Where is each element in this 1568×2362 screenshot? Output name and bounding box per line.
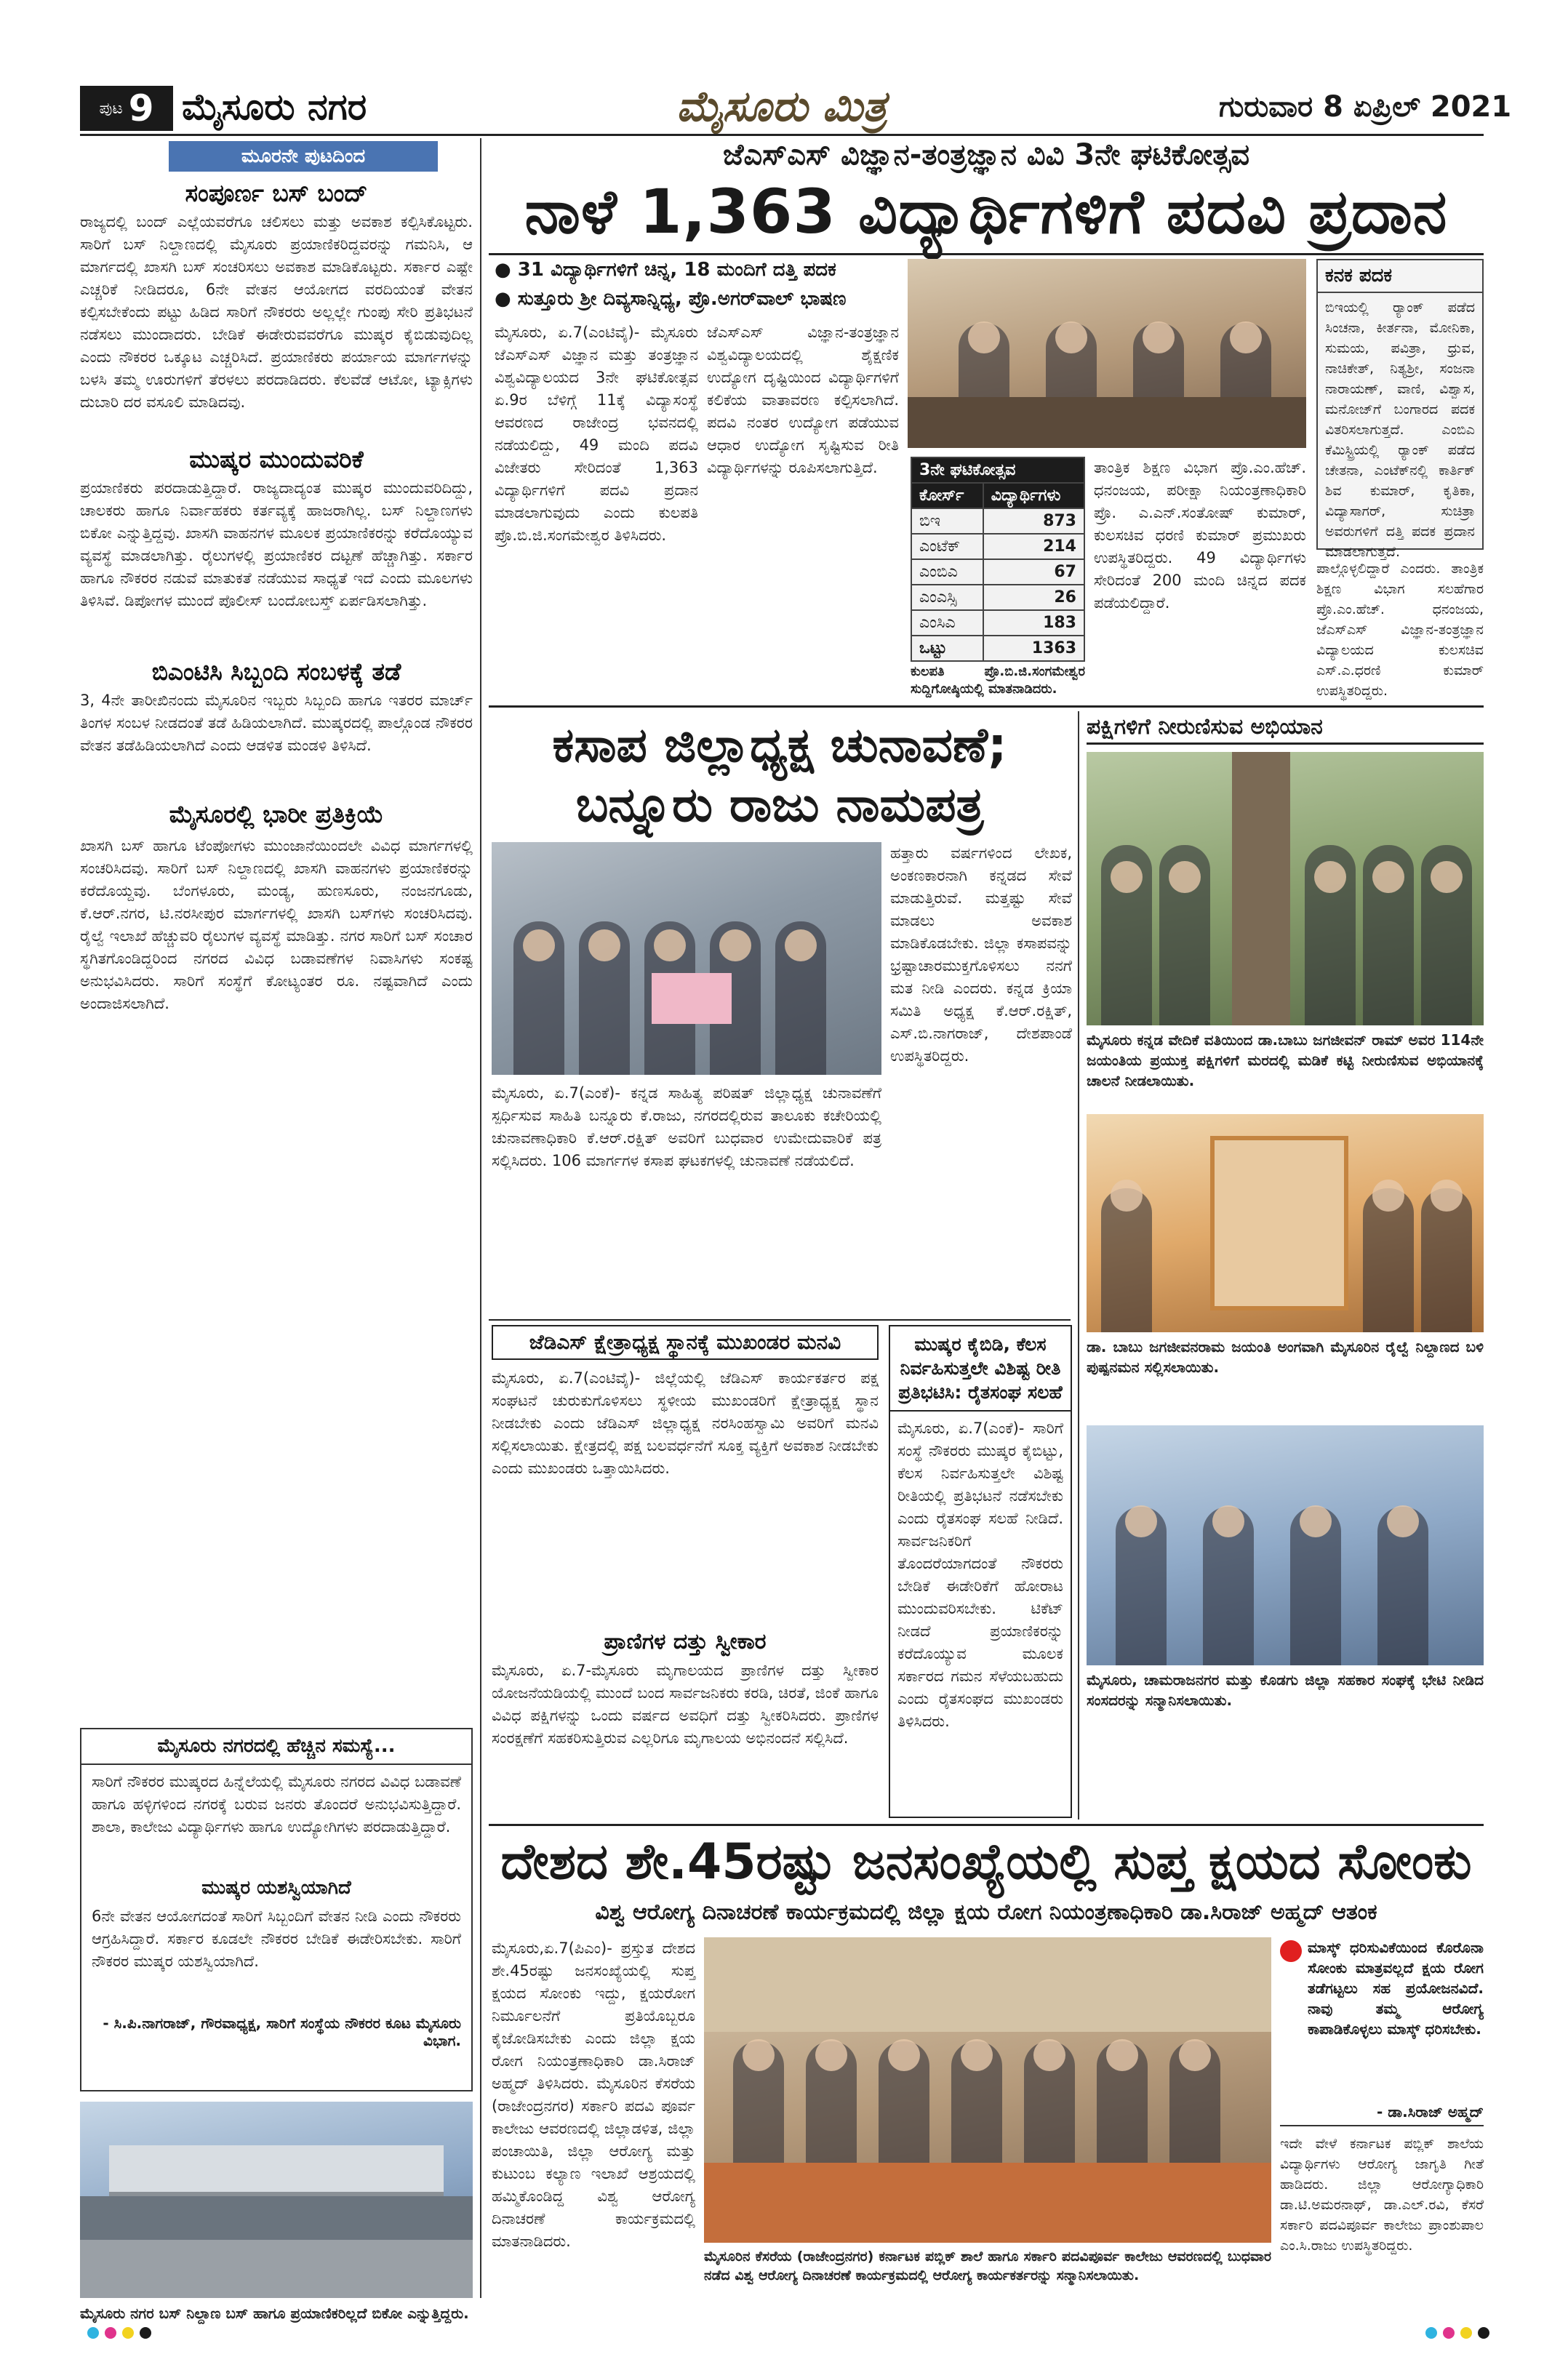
mysuru-response-heading: ಮೈಸೂರಲ್ಲಿ ಭಾರೀ ಪ್ರತಿಕ್ರಿಯೆ <box>169 800 384 828</box>
letter-heading: ಮೈಸೂರು ನಗರದಲ್ಲಿ ಹೆಚ್ಚಿನ ಸಮಸ್ಯೆ... <box>81 1729 471 1765</box>
table-title: 3ನೇ ಘಟಿಕೋತ್ಸವ <box>911 457 1084 483</box>
page-number: 9 <box>128 87 154 129</box>
letter-body: ಸಾರಿಗೆ ನೌಕರರ ಮುಷ್ಕರದ ಹಿನ್ನೆಲೆಯಲ್ಲಿ ಮೈಸೂರು ನಗರದ ವಿವಿಧ ಬಡಾವಣೆ ಹಾಗೂ ಹಳ್ಳಿಗಳಿಂದ ನಗರಕ್ಕೆ ಬರುವ ಜನರು ತೊಂದರೆ ಅನುಭವಿಸುತ್ತಿದ್ದಾರೆ. ಶಾಲಾ, ಕಾಲೇಜು ವಿದ್ಯಾರ್ಥಿಗಳು ಹಾಗೂ ಉದ್ಯೋಗಿಗಳು ಪರದಾಡುತ್ತಿದ್ದಾರೆ. <box>92 1773 461 1835</box>
jayanthi-photo <box>1087 1114 1484 1332</box>
table-row: ಎಂಬಿಎ 67 <box>911 559 1084 585</box>
page-label: ಪುಟ <box>99 99 123 118</box>
tb-body-1: ಮೈಸೂರು,ಏ.7(ಪಿಎಂ)- ಪ್ರಸ್ತುತ ದೇಶದ ಶೇ.45ರಷ್ಟು ಜನಸಂಖ್ಯೆಯಲ್ಲಿ ಸುಪ್ತ ಕ್ಷಯದ ಸೋಂಕು ಇದ್ದು, ಕ್ಷಯರೋಗ ನಿರ್ಮೂಲನೆಗೆ ಪ್ರತಿಯೊಬ್ಬರೂ ಕೈಜೋಡಿಸಬೇಕು ಎಂದು ಜಿಲ್ಲಾ ಕ್ಷಯ ರೋಗ ನಿಯಂತ್ರಣಾಧಿಕಾರಿ ಡಾ.ಸಿರಾಜ್ ಅಹ್ಮದ್ ತಿಳಿಸಿದರು. ಮೈಸೂರಿನ ಕೆಸರೆಯ (ರಾಜೇಂದ್ರನಗರ) ಸರ್ಕಾರಿ ಪದವಿ ಪೂರ್ವ ಕಾಲೇಜು ಆವರಣದಲ್ಲಿ ಜಿಲ್ಲಾಡಳಿತ, ಜಿಲ್ಲಾ ಪಂಚಾಯಿತಿ, ಜಿಲ್ಲಾ ಆರೋಗ್ಯ ಮತ್ತು ಕುಟುಂಬ ಕಲ್ಯಾಣ ಇಲಾಖೆ ಆಶ್ರಯದಲ್ಲಿ ಹಮ್ಮಿಕೊಂಡಿದ್ದ ವಿಶ್ವ ಆರೋಗ್ಯ ದಿನಾಚರಣೆ ಕಾರ್ಯಕ್ರಮದಲ್ಲಿ ಮಾತನಾಡಿದರು. <box>492 1939 695 2250</box>
tb-body-5: ಇದೇ ವೇಳೆ ಕರ್ನಾಟಕ ಪಬ್ಲಿಕ್ ಶಾಲೆಯ ವಿದ್ಯಾರ್ಥಿಗಳು ಆರೋಗ್ಯ ಜಾಗೃತಿ ಗೀತೆ ಹಾಡಿದರು. ಜಿಲ್ಲಾ ಆರೋಗ್ಯಾಧಿಕಾರಿ ಡಾ.ಟಿ.ಅಮರನಾಥ್, ಡಾ.ಎಲ್.ರವಿ, ಕೆಸರೆ ಸರ್ಕಾರಿ ಪದವಿಪೂರ್ವ ಕಾಲೇಜು ಪ್ರಾಂಶುಪಾಲ ಎಂ.ಸಿ.ರಾಜು ಉಪಸ್ಥಿತರಿದ್ದರು. <box>1280 2136 1484 2254</box>
zoo-adoption-body: ಮೈಸೂರು, ಏ.7-ಮೈಸೂರು ಮೃಗಾಲಯದ ಪ್ರಾಣಿಗಳ ದತ್ತು ಸ್ವೀಕಾರ ಯೋಜನೆಯಡಿಯಲ್ಲಿ ಮುಂದೆ ಬಂದ ಸಾರ್ವಜನಿಕರು ಕರಡಿ, ಚಿರತೆ, ಜಿಂಕೆ ಹಾಗೂ ವಿವಿಧ ಪಕ್ಷಿಗಳನ್ನು ಒಂದು ವರ್ಷದ ಅವಧಿಗೆ ದತ್ತು ಸ್ವೀಕರಿಸಿದರು. ಪ್ರಾಣಿಗಳ ಸಂರಕ್ಷಣೆಗೆ ಸಹಕರಿಸುತ್ತಿರುವ ಎಲ್ಲರಿಗೂ ಮೃಗಾಲಯ ಅಭಿನಂದನೆ ಸಲ್ಲಿಸಿದೆ. <box>492 1662 879 1747</box>
table-row: ಎಂಟೆಕ್ 214 <box>911 534 1084 559</box>
mask-quote: ಮಾಸ್ಕ್ ಧರಿಸುವಿಕೆಯಿಂದ ಕೊರೊನಾ ಸೋಂಕು ಮಾತ್ರವಲ್ಲದೆ ಕ್ಷಯ ರೋಗ ತಡೆಗಟ್ಟಲು ಸಹ ಪ್ರಯೋಜನವಿದೆ. ನಾವು ತಮ್ಮ ಆರೋಗ್ಯ ಕಾಪಾಡಿಕೊಳ್ಳಲು ಮಾಸ್ಕ್ ಧರಿಸಬೇಕು. <box>1308 1939 1484 2038</box>
jds-body: ಮೈಸೂರು, ಏ.7(ಎಂಟಿವೈ)- ಜಿಲ್ಲೆಯಲ್ಲಿ ಜೆಡಿಎಸ್ ಕಾರ್ಯಕರ್ತರ ಪಕ್ಷ ಸಂಘಟನೆ ಚುರುಕುಗೊಳಿಸಲು ಸ್ಥಳೀಯ ಮುಖಂಡರಿಗೆ ಕ್ಷೇತ್ರಾಧ್ಯಕ್ಷ ಸ್ಥಾನ ನೀಡಬೇಕು ಎಂದು ಜೆಡಿಎಸ್ ಜಿಲ್ಲಾಧ್ಯಕ್ಷ ನರಸಿಂಹಸ್ವಾಮಿ ಅವರಿಗೆ ಮನವಿ ಸಲ್ಲಿಸಲಾಯಿತು. ಕ್ಷೇತ್ರದಲ್ಲಿ ಪಕ್ಷ ಬಲವರ್ಧನೆಗೆ ಸೂಕ್ತ ವ್ಯಕ್ತಿಗೆ ಅವಕಾಶ ನೀಡಬೇಕು ಎಂದು ಮುಖಂಡರು ಒತ್ತಾಯಿಸಿದರು. <box>492 1369 879 1477</box>
farmers-advice-heading: ಮುಷ್ಕರ ಕೈಬಿಡಿ, ಕೆಲಸ ನಿರ್ವಹಿಸುತ್ತಲೇ ವಿಶಿಷ್ಟ ರೀತಿ ಪ್ರತಿಭಟಿಸಿ: ರೈತಸಂಘ ಸಲಹೆ <box>890 1326 1071 1412</box>
convocation-body-4: ಪಾಲ್ಗೊಳ್ಳಲಿದ್ದಾರೆ ಎಂದರು. ತಾಂತ್ರಿಕ ಶಿಕ್ಷಣ ವಿಭಾಗ ಸಲಹೆಗಾರ ಪ್ರೊ.ಎಂ.ಹೆಚ್. ಧನಂಜಯ, ಜೆಎಸ್‌ಎಸ್ ವಿಜ್ಞಾನ-ತಂತ್ರಜ್ಞಾನ ವಿದ್ಯಾಲಯದ ಕುಲಸಚಿವ ಎಸ್.ಎ.ಧರಣಿ ಕುಮಾರ್ ಉಪಸ್ಥಿತರಿದ್ದರು. <box>1316 561 1484 699</box>
cooperative-caption: ಮೈಸೂರು, ಚಾಮರಾಜನಗರ ಮತ್ತು ಕೊಡಗು ಜಿಲ್ಲಾ ಸಹಕಾರ ಸಂಘಕ್ಕೆ ಭೇಟಿ ನೀಡಿದ ಸಂಸದರನ್ನು ಸನ್ಮಾನಿಸಲಾಯಿತು. <box>1087 1671 1484 1709</box>
story-rule <box>489 705 1484 708</box>
convocation-bullet-1: ● 31 ವಿದ್ಯಾರ್ಥಿಗಳಿಗೆ ಚಿನ್ನ, 18 ಮಂದಿಗೆ ದತ್ತಿ ಪದಕ <box>495 259 836 281</box>
letter-signature: - ಸಿ.ಪಿ.ನಾಗರಾಜ್, ಗೌರವಾಧ್ಯಕ್ಷ, ಸಾರಿಗೆ ಸಂಸ್ಥೆಯ ನೌಕರರ ಕೂಟ ಮೈಸೂರು ವಿಭಾಗ. <box>103 2014 461 2049</box>
kasapa-body-2: ಹತ್ತಾರು ವರ್ಷಗಳಿಂದ ಲೇಖಕ, ಅಂಕಣಕಾರನಾಗಿ ಕನ್ನಡದ ಸೇವೆ ಮಾಡುತ್ತಿರುವೆ. ಮತ್ತಷ್ಟು ಸೇವೆ ಮಾಡಲು ಅವಕಾಶ ಮಾಡಿಕೊಡಬೇಕು. ಜಿಲ್ಲಾ ಕಸಾಪವನ್ನು ಭ್ರಷ್ಟಾಚಾರಮುಕ್ತಗೊಳಿಸಲು ನನಗೆ ಮತ ನೀಡಿ ಎಂದರು. ಕನ್ನಡ ಕ್ರಿಯಾ ಸಮಿತಿ ಅಧ್ಯಕ್ಷ ಕೆ.ಆರ್.ರಕ್ಷಿತ್, ಎಸ್.ಬಿ.ನಾಗರಾಜ್, ದೇಶಪಾಂಡೆ ಉಪಸ್ಥಿತರಿದ್ದರು. <box>890 844 1072 1065</box>
cooperative-honour-photo <box>1087 1425 1484 1665</box>
birds-heading: ಪಕ್ಷಿಗಳಿಗೆ ನೀರುಣಿಸುವ ಅಭಿಯಾನ <box>1087 711 1484 745</box>
mask-quote-author: - ಡಾ.ಸಿರಾಜ್ ಅಹ್ಮದ್ <box>1377 2103 1484 2121</box>
mysuru-response-body: ಖಾಸಗಿ ಬಸ್ ಹಾಗೂ ಟೆಂಪೋಗಳು ಮುಂಜಾನೆಯಿಂದಲೇ ವಿವಿಧ ಮಾರ್ಗಗಳಲ್ಲಿ ಸಂಚರಿಸಿದವು. ಸಾರಿಗೆ ಬಸ್ ನಿಲ್ದಾಣದಲ್ಲಿ ಖಾಸಗಿ ವಾಹನಗಳು ಪ್ರಯಾಣಿಕರನ್ನು ಕರೆದೊಯ್ದವು. ಬೆಂಗಳೂರು, ಮಂಡ್ಯ, ಹುಣಸೂರು, ನಂಜನಗೂಡು, ಕೆ.ಆರ್.ನಗರ, ಟಿ.ನರಸೀಪುರ ಮಾರ್ಗಗಳಲ್ಲಿ ಖಾಸಗಿ ಬಸ್‌ಗಳು ಸಂಚರಿಸಿದವು. ರೈಲ್ವೆ ಇಲಾಖೆ ಹೆಚ್ಚುವರಿ ರೈಲುಗಳ ವ್ಯವಸ್ಥೆ ಮಾಡಿತ್ತು. ನಗರ ಸಾರಿಗೆ ಬಸ್ ಸಂಚಾರ ಸ್ಥಗಿತಗೊಂಡಿದ್ದರಿಂದ ನಗರದ ವಿವಿಧ ಬಡಾವಣೆಗಳ ನಿವಾಸಿಗಳು ಸಂಕಷ್ಟ ಅನುಭವಿಸಿದರು. ಸಾರಿಗೆ ಸಂಸ್ಥೆಗೆ ಕೋಟ್ಯಂತರ ರೂ. ನಷ್ಟವಾಗಿದೆ ಎಂದು ಅಂದಾಜಿಸಲಾಗಿದೆ. <box>80 837 473 1012</box>
headline-rule <box>489 253 1484 255</box>
zoo-adoption-heading: ಪ್ರಾಣಿಗಳ ದತ್ತು ಸ್ವೀಕಾರ <box>604 1629 767 1654</box>
letter-box <box>80 1728 473 2091</box>
strike-continues-body: ಪ್ರಯಾಣಿಕರು ಪರದಾಡುತ್ತಿದ್ದಾರೆ. ರಾಜ್ಯದಾದ್ಯಂತ ಮುಷ್ಕರ ಮುಂದುವರಿದಿದ್ದು, ಚಾಲಕರು ಹಾಗೂ ನಿರ್ವಾಹಕರು ಕರ್ತವ್ಯಕ್ಕೆ ಹಾಜರಾಗಿಲ್ಲ. ಬಸ್ ನಿಲ್ದಾಣಗಳು ಬಿಕೋ ಎನ್ನುತ್ತಿದ್ದವು. ಖಾಸಗಿ ವಾಹನಗಳ ಮೂಲಕ ಪ್ರಯಾಣಿಕರನ್ನು ಕರೆದೊಯ್ಯುವ ವ್ಯವಸ್ಥೆ ಮಾಡಲಾಗಿತ್ತು. ರೈಲುಗಳಲ್ಲಿ ಪ್ರಯಾಣಿಕರ ದಟ್ಟಣೆ ಹೆಚ್ಚಾಗಿತ್ತು. ಸರ್ಕಾರ ಹಾಗೂ ನೌಕರರ ನಡುವೆ ಮಾತುಕತೆ ನಡೆಯುವ ಸಾಧ್ಯತೆ ಇದೆ ಎಂದು ಮೂಲಗಳು ತಿಳಿಸಿವೆ. ಡಿಪೋಗಳ ಮುಂದೆ ಪೊಲೀಸ್ ಬಂದೋಬಸ್ತ್ ಏರ್ಪಡಿಸಲಾಗಿತ್ತು. <box>80 479 473 609</box>
kasapa-body-1: ಮೈಸೂರು, ಏ.7(ಎಂಕೆ)- ಕನ್ನಡ ಸಾಹಿತ್ಯ ಪರಿಷತ್ ಜಿಲ್ಲಾಧ್ಯಕ್ಷ ಚುನಾವಣೆಗೆ ಸ್ಪರ್ಧಿಸುವ ಸಾಹಿತಿ ಬನ್ನೂರು ಕೆ.ರಾಜು, ನಗರದಲ್ಲಿರುವ ತಾಲೂಕು ಕಚೇರಿಯಲ್ಲಿ ಚುನಾವಣಾಧಿಕಾರಿ ಕೆ.ಆರ್.ರಕ್ಷಿತ್ ಅವರಿಗೆ ಬುಧವಾರ ಉಮೇದುವಾರಿಕೆ ಪತ್ರ ಸಲ್ಲಿಸಿದರು. 106 ಮಾರ್ಗಗಳ ಕಸಾಪ ಘಟಕಗಳಲ್ಲಿ ಚುನಾವಣೆ ನಡೆಯಲಿದೆ. <box>492 1084 881 1169</box>
tb-subhead: ವಿಶ್ವ ಆರೋಗ್ಯ ದಿನಾಚರಣೆ ಕಾರ್ಯಕ್ರಮದಲ್ಲಿ ಜಿಲ್ಲಾ ಕ್ಷಯ ರೋಗ ನಿಯಂತ್ರಣಾಧಿಕಾರಿ ಡಾ.ಸಿರಾಜ್ ಅಹ್ಮದ್ ಆತಂಕ <box>595 1899 1377 1925</box>
issue-date: ಗುರುವಾರ 8 ಏಪ್ರಿಲ್ 2021 <box>1219 90 1512 124</box>
bus-bandh-body: ರಾಜ್ಯದಲ್ಲಿ ಬಂದ್ ಎಲ್ಲೆಯವರೆಗೂ ಚಲಿಸಲು ಮತ್ತು ಅವಕಾಶ ಕಲ್ಪಿಸಿಕೊಟ್ಟರು. ಸಾರಿಗೆ ಬಸ್ ನಿಲ್ದಾಣದಲ್ಲಿ ಮೈಸೂರು ಪ್ರಯಾಣಿಕರಿದ್ದವರನ್ನು ಗಮನಿಸಿ, ಆ ಮಾರ್ಗದಲ್ಲಿ ಖಾಸಗಿ ಬಸ್ ಸಂಚರಿಸಲು ಅವಕಾಶ ಮಾಡಿಕೊಟ್ಟರು. ಸರ್ಕಾರ ಎಷ್ಟೇ ಎಚ್ಚರಿಕೆ ನೀಡಿದರೂ, 6ನೇ ವೇತನ ಆಯೋಗದ ವರದಿಯಂತೆ ವೇತನ ಕಲ್ಪಿಸಬೇಕೆಂದು ಪಟ್ಟು ಹಿಡಿದ ಸಾರಿಗೆ ನೌಕರರು ಅಲ್ಲಲ್ಲೇ ಗುಂಪು ಸೇರಿ ಪ್ರತಿಭಟನೆ ನಡೆಸಲು ಮುಂದಾದರು. ಬೇಡಿಕೆ ಈಡೇರುವವರೆಗೂ ಮುಷ್ಕರ ಕೈಬಿಡುವುದಿಲ್ಲ ಎಂದು ನೌಕರರ ಒಕ್ಕೂಟ ಎಚ್ಚರಿಸಿದೆ. ಪ್ರಯಾಣಿಕರು ಪರ್ಯಾಯ ಮಾರ್ಗಗಳನ್ನು ಬಳಸಿ ತಮ್ಮ ಊರುಗಳಿಗೆ ತೆರಳಲು ಪರದಾಡಿದರು. ಕೆಲವೆಡೆ ಆಟೋ, ಟ್ಯಾಕ್ಸಿಗಳು ದುಬಾರಿ ದರ ವಸೂಲಿ ಮಾಡಿದವು. <box>80 213 473 411</box>
story-rule-2 <box>489 1319 1071 1321</box>
table-header-students: ವಿದ್ಯಾರ್ಥಿಗಳು <box>983 483 1084 508</box>
jayanthi-caption: ಡಾ. ಬಾಬು ಜಗಜೀವನರಾಮ ಜಯಂತಿ ಅಂಗವಾಗಿ ಮೈಸೂರಿನ ರೈಲ್ವೆ ನಿಲ್ದಾಣದ ಬಳಿ ಪುಷ್ಪನಮನ ಸಲ್ಲಿಸಲಾಯಿತು. <box>1087 1338 1484 1376</box>
bus-bandh-heading: ಸಂಪೂರ್ಣ ಬಸ್ ಬಂದ್ <box>185 179 368 207</box>
page-number-block <box>80 86 173 131</box>
bus-stand-caption: ಮೈಸೂರು ನಗರ ಬಸ್ ನಿಲ್ದಾಣ ಬಸ್ ಹಾಗೂ ಪ್ರಯಾಣಿಕರಿಲ್ಲದೆ ಬಿಕೋ ಎನ್ನುತ್ತಿದ್ದರು. <box>80 2305 469 2322</box>
registration-marks-right <box>1425 2327 1489 2339</box>
convocation-bullet-2: ● ಸುತ್ತೂರು ಶ್ರೀ ದಿವ್ಯಸಾನ್ನಿಧ್ಯ, ಪ್ರೊ.ಅಗರ್‌ವಾಲ್ ಭಾಷಣ <box>495 288 847 310</box>
mask-quote-box <box>1280 1937 1484 2126</box>
birds-caption: ಮೈಸೂರು ಕನ್ನಡ ವೇದಿಕೆ ವತಿಯಿಂದ ಡಾ.ಬಾಬು ಜಗಜೀವನ್ ರಾಮ್ ಅವರ 114ನೇ ಜಯಂತಿಯ ಪ್ರಯುಕ್ತ ಪಕ್ಷಿಗಳಿಗೆ ಮರದಲ್ಲಿ ಮಡಿಕೆ ಕಟ್ಟಿ ನೀರುಣಿಸುವ ಅಭಿಯಾನಕ್ಕೆ ಚಾಲನೆ ನೀಡಲಾಯಿತು. <box>1087 1031 1484 1089</box>
convocation-kicker: ಜೆಎಸ್‌ಎಸ್ ವಿಜ್ಞಾನ-ತಂತ್ರಜ್ಞಾನ ವಿವಿ 3ನೇ ಘಟಿಕೋತ್ಸವ <box>722 138 1250 172</box>
kasapa-headline-1: ಕಸಾಪ ಜಿಲ್ಲಾಧ್ಯಕ್ಷ ಚುನಾವಣೆ; <box>552 717 1007 773</box>
press-meet-caption: ಕುಲಪತಿ ಪ್ರೊ.ಬಿ.ಜಿ.ಸಂಗಮೇಶ್ವರ ಸುದ್ದಿಗೋಷ್ಠಿಯಲ್ಲಿ ಮಾತನಾಡಿದರು. <box>911 664 1085 697</box>
masthead-rule <box>80 134 1484 136</box>
tb-event-photo <box>704 1937 1271 2243</box>
letter-sub-body: 6ನೇ ವೇತನ ಆಯೋಗದಂತೆ ಸಾರಿಗೆ ಸಿಬ್ಬಂದಿಗೆ ವೇತನ ನೀಡಿ ಎಂದು ನೌಕರರು ಆಗ್ರಹಿಸಿದ್ದಾರೆ. ಸರ್ಕಾರ ಕೂಡಲೇ ನೌಕರರ ಬೇಡಿಕೆ ಈಡೇರಿಸಬೇಕು. ಸಾರಿಗೆ ನೌಕರರ ಮುಷ್ಕರ ಯಶಸ್ವಿಯಾಗಿದೆ. <box>92 1907 461 1970</box>
bus-stand-photo <box>80 2102 473 2298</box>
tb-photo-caption: ಮೈಸೂರಿನ ಕೆಸರೆಯ (ರಾಜೇಂದ್ರನಗರ) ಕರ್ನಾಟಕ ಪಬ್ಲಿಕ್ ಶಾಲೆ ಹಾಗೂ ಸರ್ಕಾರಿ ಪದವಿಪೂರ್ವ ಕಾಲೇಜು ಆವರಣದಲ್ಲಿ ಬುಧವಾರ ನಡೆದ ವಿಶ್ವ ಆರೋಗ್ಯ ದಿನಾಚರಣೆ ಕಾರ್ಯಕ್ರಮದಲ್ಲಿ ಆರೋಗ್ಯ ಕಾರ್ಯಕರ್ತರನ್ನು ಸನ್ಮಾನಿಸಲಾಯಿತು. <box>704 2249 1271 2283</box>
convocation-body-1: ಮೈಸೂರು, ಏ.7(ಎಂಟಿವೈ)- ಮೈಸೂರು ಜೆಎಸ್‌ಎಸ್ ವಿಜ್ಞಾನ ಮತ್ತು ತಂತ್ರಜ್ಞಾನ ವಿಶ್ವವಿದ್ಯಾಲಯದ 3ನೇ ಘಟಿಕೋತ್ಸವ ಏ.9ರ ಬೆಳಿಗ್ಗೆ 11ಕ್ಕೆ ವಿದ್ಯಾಸಂಸ್ಥೆ ಆವರಣದ ರಾಜೇಂದ್ರ ಭವನದಲ್ಲಿ ನಡೆಯಲಿದ್ದು, 49 ಮಂದಿ ಪದವಿ ವಿಜೇತರು ಸೇರಿದಂತೆ 1,363 ವಿದ್ಯಾರ್ಥಿಗಳಿಗೆ ಪದವಿ ಪ್ರದಾನ ಮಾಡಲಾಗುವುದು ಎಂದು ಕುಲಪತಿ ಪ್ರೊ.ಬಿ.ಜಿ.ಸಂಗಮೇಶ್ವರ ತಿಳಿಸಿದರು. <box>495 324 698 544</box>
tb-headline: ದೇಶದ ಶೇ.45ರಷ್ಟು ಜನಸಂಖ್ಯೆಯಲ್ಲಿ ಸುಪ್ತ ಕ್ಷಯದ ಸೋಂಕು <box>500 1833 1472 1891</box>
column-divider <box>480 138 481 2298</box>
quote-bullet-icon <box>1280 1940 1302 1962</box>
table-header-course: ಕೋರ್ಸ್ <box>911 483 983 508</box>
table-row: ಒಟ್ಟು 1363 <box>911 636 1084 661</box>
strike-continues-heading: ಮುಷ್ಕರ ಮುಂದುವರಿಕೆ <box>189 445 364 473</box>
medal-box-body: ಬಿಇಯಲ್ಲಿ ರ್‍ಯಾಂಕ್ ಪಡೆದ ಸಿಂಚನಾ, ಕೀರ್ತನಾ, ಮೋನಿಕಾ, ಸುಮಯ, ಪವಿತ್ರಾ, ಧ್ರುವ, ನಾಚಿಕೇತ್, ನಿತ್ಯಶ್ರೀ, ಸಂಜನಾ ನಾರಾಯಣ್, ವಾಣಿ, ವಿಶ್ವಾಸ, ಮನೋಜ್‌ಗೆ ಬಂಗಾರದ ಪದಕ ವಿತರಿಸಲಾಗುತ್ತದೆ. ಎಂಬಿಎ ಕೆಮಿಸ್ಟ್ರಿಯಲ್ಲಿ ರ್‍ಯಾಂಕ್ ಪಡೆದ ಚೇತನಾ, ಎಂಟೆಕ್‌ನಲ್ಲಿ ಕಾರ್ತಿಕ್ ಶಿವ ಕುಮಾರ್, ಕೃತಿಕಾ, ವಿದ್ಯಾಸಾಗರ್, ಸುಚಿತ್ರಾ ಅವರುಗಳಿಗೆ ದತ್ತಿ ಪದಕ ಪ್ರದಾನ ಮಾಡಲಾಗುತ್ತದೆ. <box>1325 300 1475 560</box>
bmtc-salary-heading: ಬಿಎಂಟಿಸಿ ಸಿಬ್ಬಂದಿ ಸಂಬಳಕ್ಕೆ ತಡೆ <box>151 657 401 686</box>
bmtc-salary-body: 3, 4ನೇ ತಾರೀಖಿನಂದು ಮೈಸೂರಿನ ಇಬ್ಬರು ಸಿಬ್ಬಂದಿ ಹಾಗೂ ಇತರರ ಮಾರ್ಚ್ ತಿಂಗಳ ಸಂಬಳ ನೀಡದಂತೆ ತಡೆ ಹಿಡಿಯಲಾಗಿದೆ. ಮುಷ್ಕರದಲ್ಲಿ ಪಾಲ್ಗೊಂಡ ನೌಕರರ ವೇತನ ತಡೆಹಿಡಿಯಲಾಗಿದೆ ಎಂದು ಆಡಳಿತ ಮಂಡಳಿ ತಿಳಿಸಿದೆ. <box>80 692 473 754</box>
jds-heading: ಜೆಡಿಎಸ್ ಕ್ಷೇತ್ರಾಧ್ಯಕ್ಷ ಸ್ಥಾನಕ್ಕೆ ಮುಖಂಡರ ಮನವಿ <box>492 1325 879 1360</box>
tb-top-rule <box>489 1824 1484 1826</box>
convocation-headline: ನಾಳೆ 1,363 ವಿದ್ಯಾರ್ಥಿಗಳಿಗೆ ಪದವಿ ಪ್ರದಾನ <box>524 176 1448 247</box>
letter-subheading: ಮುಷ್ಕರ ಯಶಸ್ವಿಯಾಗಿದೆ <box>201 1877 351 1899</box>
column-divider-2 <box>1078 711 1079 1819</box>
table-row: ಎಂಸಿಎ 183 <box>911 610 1084 636</box>
birds-tree-photo <box>1087 752 1484 1025</box>
newspaper-logo: ಮೈಸೂರು ಮಿತ್ರ <box>676 81 887 131</box>
section-title: ಮೈಸೂರು ನಗರ <box>182 86 367 128</box>
press-meet-photo <box>908 259 1306 448</box>
kasapa-nomination-photo <box>492 842 881 1075</box>
medal-box-heading: ಕನಕ ಪದಕ <box>1318 260 1482 293</box>
convocation-courses-table <box>911 457 1085 662</box>
farmers-advice-body: ಮೈಸೂರು, ಏ.7(ಎಂಕೆ)- ಸಾರಿಗೆ ಸಂಸ್ಥೆ ನೌಕರರು ಮುಷ್ಕರ ಕೈಬಿಟ್ಟು, ಕೆಲಸ ನಿರ್ವಹಿಸುತ್ತಲೇ ವಿಶಿಷ್ಟ ರೀತಿಯಲ್ಲಿ ಪ್ರತಿಭಟನೆ ನಡೆಸಬೇಕು ಎಂದು ರೈತಸಂಘ ಸಲಹೆ ನೀಡಿದೆ. ಸಾರ್ವಜನಿಕರಿಗೆ ತೊಂದರೆಯಾಗದಂತೆ ನೌಕರರು ಬೇಡಿಕೆ ಈಡೇರಿಕೆಗೆ ಹೋರಾಟ ಮುಂದುವರಿಸಬೇಕು. ಟಿಕೆಟ್ ನೀಡದೆ ಪ್ರಯಾಣಿಕರನ್ನು ಕರೆದೊಯ್ಯುವ ಮೂಲಕ ಸರ್ಕಾರದ ಗಮನ ಸೆಳೆಯಬಹುದು ಎಂದು ರೈತಸಂಘದ ಮುಖಂಡರು ತಿಳಿಸಿದರು. <box>897 1420 1063 1730</box>
continued-banner: ಮೂರನೇ ಪುಟದಿಂದ <box>169 141 438 172</box>
convocation-body-3: ತಾಂತ್ರಿಕ ಶಿಕ್ಷಣ ವಿಭಾಗ ಪ್ರೊ.ಎಂ.ಹೆಚ್. ಧನಂಜಯ, ಪರೀಕ್ಷಾ ನಿಯಂತ್ರಣಾಧಿಕಾರಿ ಪ್ರೊ. ಎ.ಎನ್.ಸಂತೋಷ್ ಕುಮಾರ್, ಕುಲಸಚಿವ ಧರಣಿ ಕುಮಾರ್ ಪ್ರಮುಖರು ಉಪಸ್ಥಿತರಿದ್ದರು. 49 ವಿದ್ಯಾರ್ಥಿಗಳು ಸೇರಿದಂತೆ 200 ಮಂದಿ ಚಿನ್ನದ ಪದಕ ಪಡೆಯಲಿದ್ದಾರೆ. <box>1094 459 1306 612</box>
convocation-body-2: ಜೆಎಸ್‌ಎಸ್ ವಿಜ್ಞಾನ-ತಂತ್ರಜ್ಞಾನ ವಿಶ್ವವಿದ್ಯಾಲಯದಲ್ಲಿ ಶೈಕ್ಷಣಿಕ ಉದ್ಯೋಗ ದೃಷ್ಟಿಯಿಂದ ವಿದ್ಯಾರ್ಥಿಗಳಿಗೆ ಕಲಿಕೆಯ ವಾತಾವರಣ ಕಲ್ಪಿಸಲಾಗಿದೆ. ಪದವಿ ನಂತರ ಉದ್ಯೋಗ ಪಡೆಯುವ ಆಧಾರ ಉದ್ಯೋಗ ಸೃಷ್ಟಿಸುವ ರೀತಿ ವಿದ್ಯಾರ್ಥಿಗಳನ್ನು ರೂಪಿಸಲಾಗುತ್ತಿದೆ. <box>707 324 899 476</box>
kasapa-headline-2: ಬನ್ನೂರು ರಾಜು ನಾಮಪತ್ರ <box>575 777 984 833</box>
registration-marks-left <box>87 2327 151 2339</box>
farmers-advice-box <box>889 1325 1072 1818</box>
table-row: ಎಂಎಸ್ಸಿ 26 <box>911 585 1084 610</box>
medal-box <box>1316 259 1484 560</box>
table-row: ಬಿಇ 873 <box>911 508 1084 534</box>
